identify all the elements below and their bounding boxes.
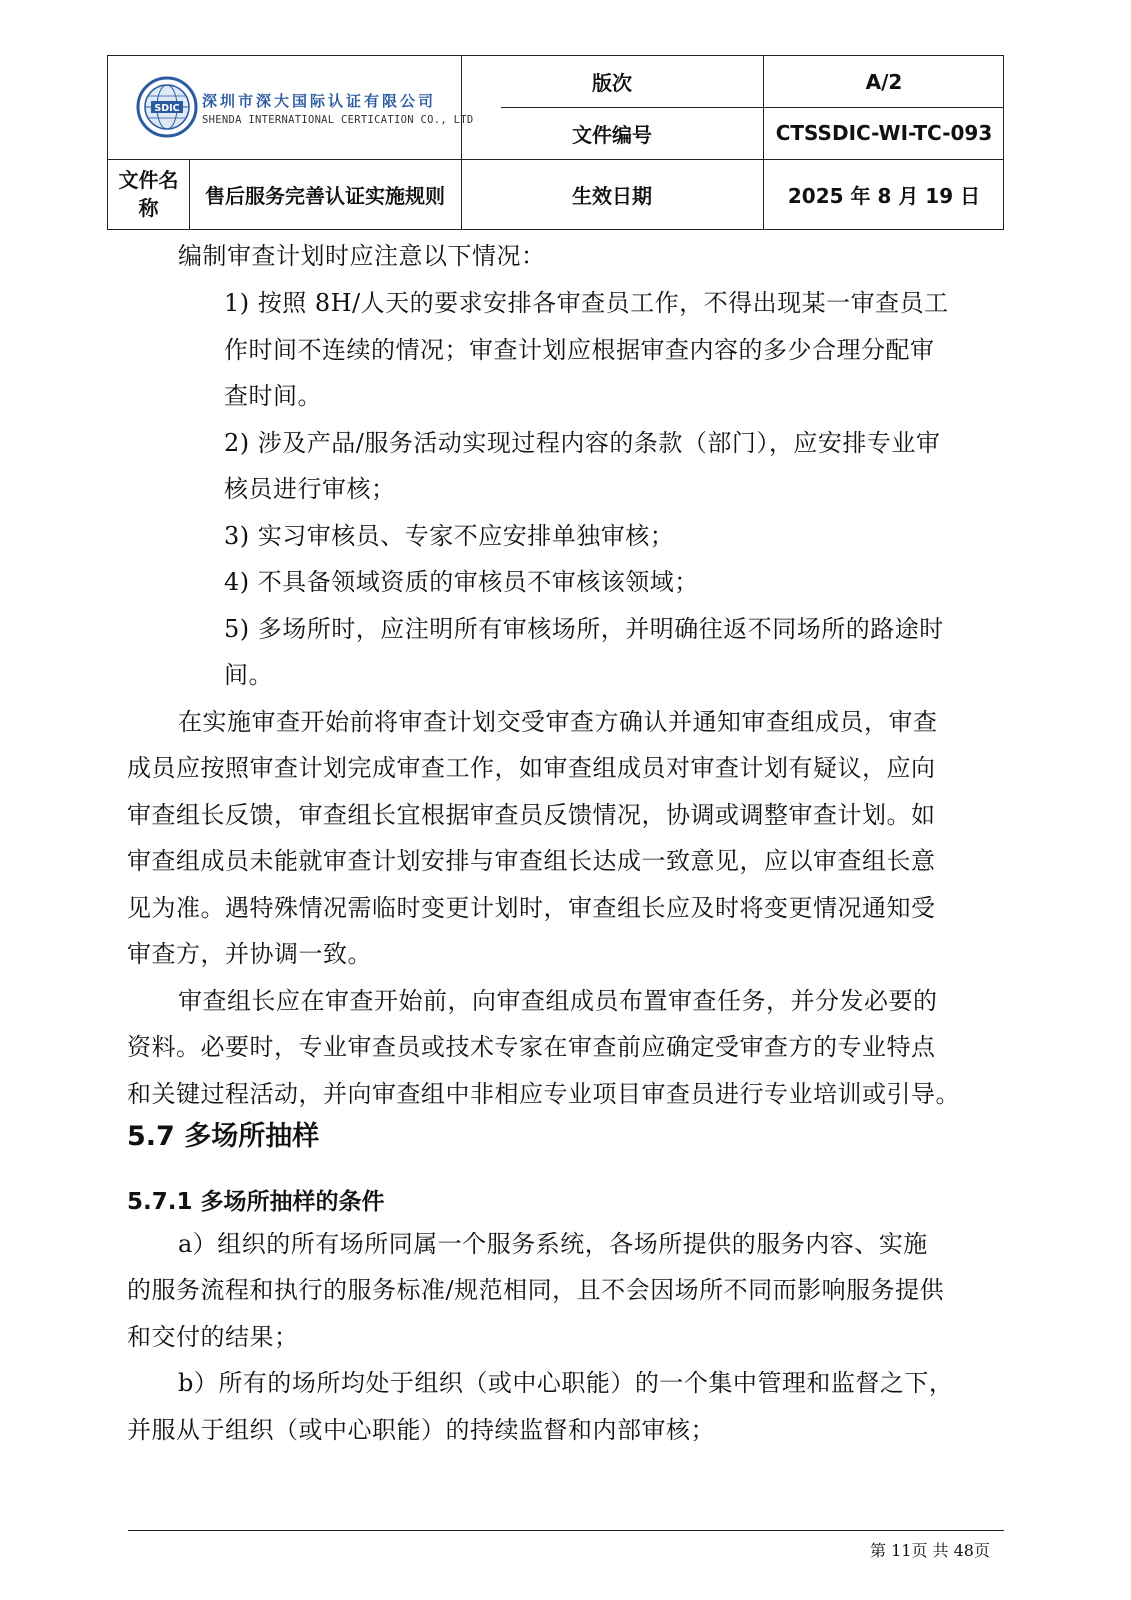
document-header-table [107, 55, 1004, 230]
doc-no-value: CTSSDIC-WI-TC-093 [775, 121, 993, 145]
doc-name-label [108, 159, 189, 229]
footer-divider [128, 1530, 1004, 1531]
para1-line: 见为准。遇特殊情况需临时变更计划时，审查组长应及时将变更情况通知受 [127, 894, 936, 922]
version-label: 版次 [592, 71, 632, 95]
condition-a-line: a）组织的所有场所同属一个服务系统，各场所提供的服务内容、实施 [178, 1230, 928, 1258]
effective-date-label: 生效日期 [572, 183, 652, 208]
list-item-2-line: 2) 涉及产品/服务活动实现过程内容的条款（部门），应安排专业审 [224, 429, 941, 457]
condition-a-line: 和交付的结果； [127, 1323, 299, 1351]
condition-b-line: 并服从于组织（或中心职能）的持续监督和内部审核； [127, 1416, 715, 1444]
section-heading-5-7: 5.7 多场所抽样 [127, 1121, 320, 1152]
company-logo [136, 76, 476, 146]
list-item-1-line: 作时间不连续的情况；审查计划应根据审查内容的多少合理分配审 [224, 336, 935, 364]
doc-name-label-line: 称 [138, 196, 159, 220]
list-item-1-line: 1) 按照 8H/人天的要求安排各审查员工作，不得出现某一审查员工 [224, 289, 949, 317]
para2-line: 资料。必要时，专业审查员或技术专家在审查前应确定受审查方的专业特点 [127, 1033, 936, 1061]
para2-line: 审查组长应在审查开始前，向审查组成员布置审查任务，并分发必要的 [178, 987, 938, 1015]
company-name-en: SHENDA INTERNATIONAL CERTICATION CO., LTD [202, 114, 474, 126]
para1-line: 审查组长反馈，审查组长宜根据审查员反馈情况，协调或调整审查计划。如 [127, 801, 936, 829]
version-value: A/2 [865, 69, 903, 94]
para2-line: 和关键过程活动，并向审查组中非相应专业项目审查员进行专业培训或引导。 [127, 1080, 960, 1108]
doc-no-label: 文件编号 [572, 122, 652, 147]
list-item-2-line: 核员进行审核； [224, 475, 396, 503]
intro-text: 编制审查计划时应注意以下情况： [178, 242, 546, 270]
doc-name-label-line: 文件名 [118, 168, 179, 192]
list-item-3: 3) 实习审核员、专家不应安排单独审核； [224, 522, 675, 550]
condition-b-line: b）所有的场所均处于组织（或中心职能）的一个集中管理和监督之下， [178, 1369, 954, 1397]
para1-line: 在实施审查开始前将审查计划交受审查方确认并通知审查组成员，审查 [178, 708, 938, 736]
list-item-5-line: 5) 多场所时，应注明所有审核场所，并明确往返不同场所的路途时 [224, 615, 944, 643]
svg-text:SDIC: SDIC [154, 103, 180, 114]
company-name-cn: 深圳市深大国际认证有限公司 [202, 92, 437, 110]
para1-line: 成员应按照审查计划完成审查工作，如审查组成员对审查计划有疑议，应向 [127, 754, 936, 782]
effective-date-value: 2025 年 8 月 19 日 [787, 183, 981, 208]
doc-name-value: 售后服务完善认证实施规则 [205, 183, 445, 208]
list-item-4: 4) 不具备领域资质的审核员不审核该领域； [224, 568, 699, 596]
page-number: 第 11页 共 48页 [870, 1541, 990, 1560]
para1-line: 审查方，并协调一致。 [127, 940, 372, 968]
list-item-1-line: 查时间。 [224, 382, 322, 410]
sdic-globe-icon [136, 76, 198, 138]
list-item-5-line: 间。 [224, 661, 273, 689]
para1-line: 审查组成员未能就审查计划安排与审查组长达成一致意见，应以审查组长意 [127, 847, 936, 875]
condition-a-line: 的服务流程和执行的服务标准/规范相同，且不会因场所不同而影响服务提供 [127, 1276, 945, 1304]
section-heading-5-7-1: 5.7.1 多场所抽样的条件 [127, 1189, 385, 1215]
